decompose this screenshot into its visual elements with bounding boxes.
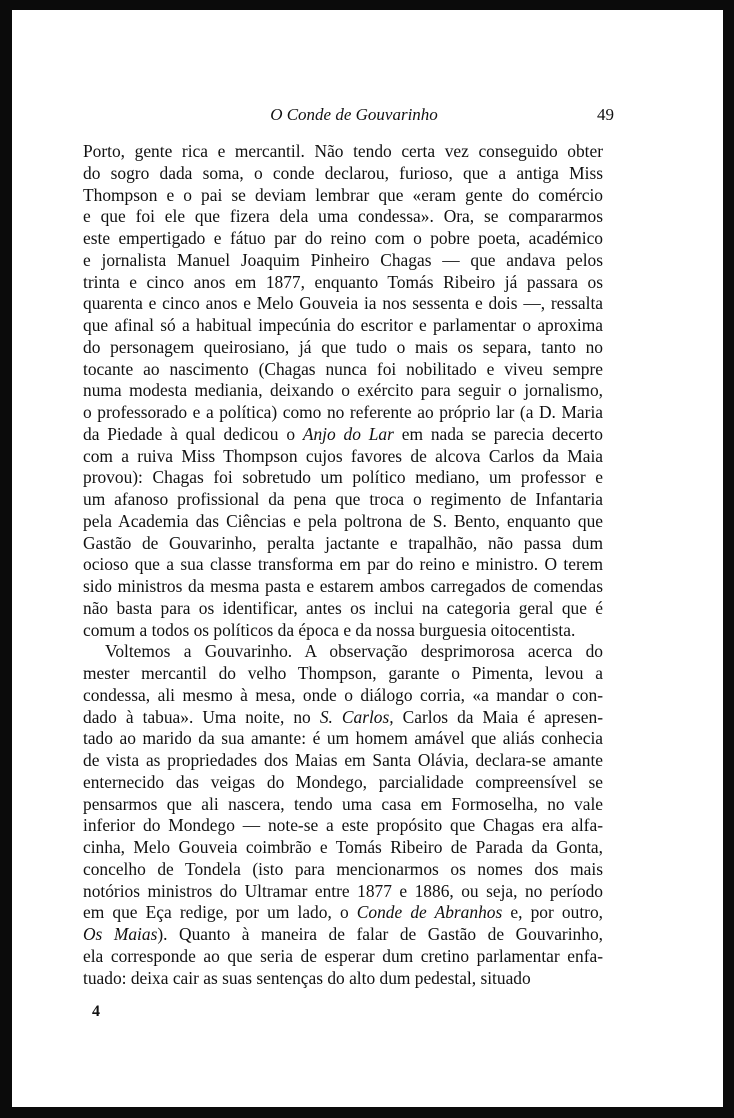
text-line (83, 163, 603, 185)
text-run: em nada se parecia decerto (393, 423, 603, 444)
text-line (83, 337, 603, 359)
text-run: provou): Chagas foi sobretudo um político mediano, um professor e (83, 467, 603, 488)
text-run: sido ministros da mesma pasta e estarem ambos carregados de comendas (83, 576, 603, 596)
text-run: o professorado e a política) como no referente ao próprio lar (a D. Maria (83, 402, 603, 422)
text-run: quarenta e cinco anos e Melo Gouveia ia nos sessenta e dois —, ressalta (83, 293, 603, 314)
text-run: enternecido das veigas do Mondego, parcialidade compreensível se (83, 771, 603, 792)
text-line (83, 511, 603, 533)
paragraph (83, 641, 603, 989)
text-run: mester mercantil do velho Thompson, garante o Pimenta, levou a (83, 663, 603, 683)
text-line (83, 293, 603, 315)
text-line (83, 380, 603, 402)
text-line (83, 837, 603, 859)
running-title: O Conde de Gouvarinho (270, 105, 438, 124)
text-line (83, 859, 603, 881)
text-run: em que Eça redige, por um lado, o (83, 902, 357, 923)
text-line (83, 772, 603, 794)
text-run: com a ruiva Miss Thompson cujos favores de alcova Carlos da Maia (83, 445, 603, 466)
text-line (83, 902, 603, 924)
text-run: concelho de Tondela (isto para mencionarmos os nomes dos mais (83, 858, 603, 879)
text-run: pensarmos que ali nascera, tendo uma casa em Formoselha, no vale (83, 793, 603, 814)
text-line (83, 707, 603, 729)
text-line (83, 185, 603, 207)
text-run: e jornalista Manuel Joaquim Pinheiro Chagas — que andava pelos (83, 249, 603, 270)
text-line (83, 206, 603, 228)
text-line (83, 554, 603, 576)
text-run: que afinal só a habitual impecúnia do escritor e parlamentar o aproxima (83, 315, 603, 335)
text-run: e que foi ele que fizera dela uma condessa». Ora, se compararmos (83, 206, 603, 227)
text-line (83, 968, 603, 990)
text-run: de vista as propriedades dos Maias em Santa Olávia, declara-se amante (83, 750, 603, 770)
italic-title: S. Carlos, (319, 706, 394, 727)
text-line (83, 424, 603, 446)
text-run: Thompson e o pai se deviam lembrar que «eram gente do comércio (83, 184, 603, 205)
text-line (83, 685, 603, 707)
text-line (83, 576, 603, 598)
text-run: tuado: deixa cair as suas sentenças do alto dum pedestal, situado (83, 967, 531, 988)
text-line (83, 489, 603, 511)
text-line (83, 881, 603, 903)
italic-title: Anjo do Lar (302, 423, 394, 444)
text-line (83, 228, 603, 250)
text-run: Porto, gente rica e mercantil. Não tendo certa vez conseguido obter (83, 141, 603, 161)
text-run: do sogro dada soma, o conde declarou, furioso, que a antiga Miss (83, 162, 603, 183)
text-run: dado à tabua». Uma noite, no (83, 706, 320, 727)
italic-title: Conde de Abranhos (356, 902, 503, 923)
running-head (94, 105, 614, 129)
text-line (83, 946, 603, 968)
text-run: Carlos da Maia é apresen- (393, 706, 603, 727)
text-run: pela Academia das Ciências e pela poltrona de S. Bento, enquanto que (83, 510, 603, 531)
text-run: notórios ministros do Ultramar entre 1877 e 1886, ou seja, no período (83, 880, 603, 901)
text-run: este empertigado e fátuo par do reino com o pobre poeta, académico (83, 228, 603, 248)
text-run: trinta e cinco anos em 1877, enquanto Tomás Ribeiro já passara os (83, 271, 603, 292)
text-run: Gastão de Gouvarinho, peralta jactante e trapalhão, não passa dum (83, 532, 603, 553)
text-run: do personagem queirosiano, já que tudo o mais os separa, tanto no (83, 336, 603, 357)
text-run: comum a todos os políticos da época e da nossa burguesia oitocentista. (83, 619, 576, 640)
text-line (83, 641, 603, 663)
text-line (83, 620, 603, 642)
text-line (83, 315, 603, 337)
text-run: e, por outro, (502, 902, 603, 923)
text-run: inferior do Mondego — note-se a este propósito que Chagas era alfa- (83, 815, 603, 836)
text-line (83, 815, 603, 837)
text-line (83, 467, 603, 489)
text-run: um afanoso profissional da pena que troca o regimento de Infantaria (83, 489, 603, 509)
text-line (83, 728, 603, 750)
text-run: Voltemos a Gouvarinho. A observação desprimorosa acerca do (105, 641, 603, 662)
text-line (83, 598, 603, 620)
text-line (83, 750, 603, 772)
text-run: ). Quanto à maneira de falar de Gastão de Gouvarinho, (157, 924, 603, 944)
italic-title: Os Maias (83, 924, 158, 944)
page-number: 49 (597, 105, 614, 124)
text-run: tocante ao nascimento (Chagas nunca foi nobilitado e viveu sempre (83, 358, 603, 379)
paragraph (83, 141, 603, 641)
text-line (83, 250, 603, 272)
text-line (83, 402, 603, 424)
text-line (83, 533, 603, 555)
text-run: tado ao marido da sua amante: é um homem amável que aliás conhecia (83, 728, 603, 749)
text-run: ela corresponde ao que seria de esperar dum cretino parlamentar enfa- (83, 945, 603, 966)
text-line (83, 663, 603, 685)
text-line (83, 141, 603, 163)
text-run: ocioso que a sua classe transforma em par do reino e ministro. O terem (83, 554, 603, 575)
text-line (83, 272, 603, 294)
body-text (83, 141, 603, 989)
signature-mark: 4 (92, 1003, 100, 1020)
text-line (83, 794, 603, 816)
text-line (83, 446, 603, 468)
text-line (83, 924, 603, 946)
text-line (83, 359, 603, 381)
text-run: cinha, Melo Gouveia coimbrão e Tomás Ribeiro de Parada da Gonta, (83, 837, 603, 857)
book-page (12, 10, 723, 1107)
text-run: condessa, ali mesmo à mesa, onde o diálogo corria, «a mandar o con- (83, 684, 603, 705)
text-run: não basta para os identificar, antes os inclui na categoria geral que é (83, 597, 603, 618)
text-run: numa modesta mediania, deixando o exército para seguir o jornalismo, (83, 380, 603, 401)
text-run: da Piedade à qual dedicou o (83, 423, 303, 444)
